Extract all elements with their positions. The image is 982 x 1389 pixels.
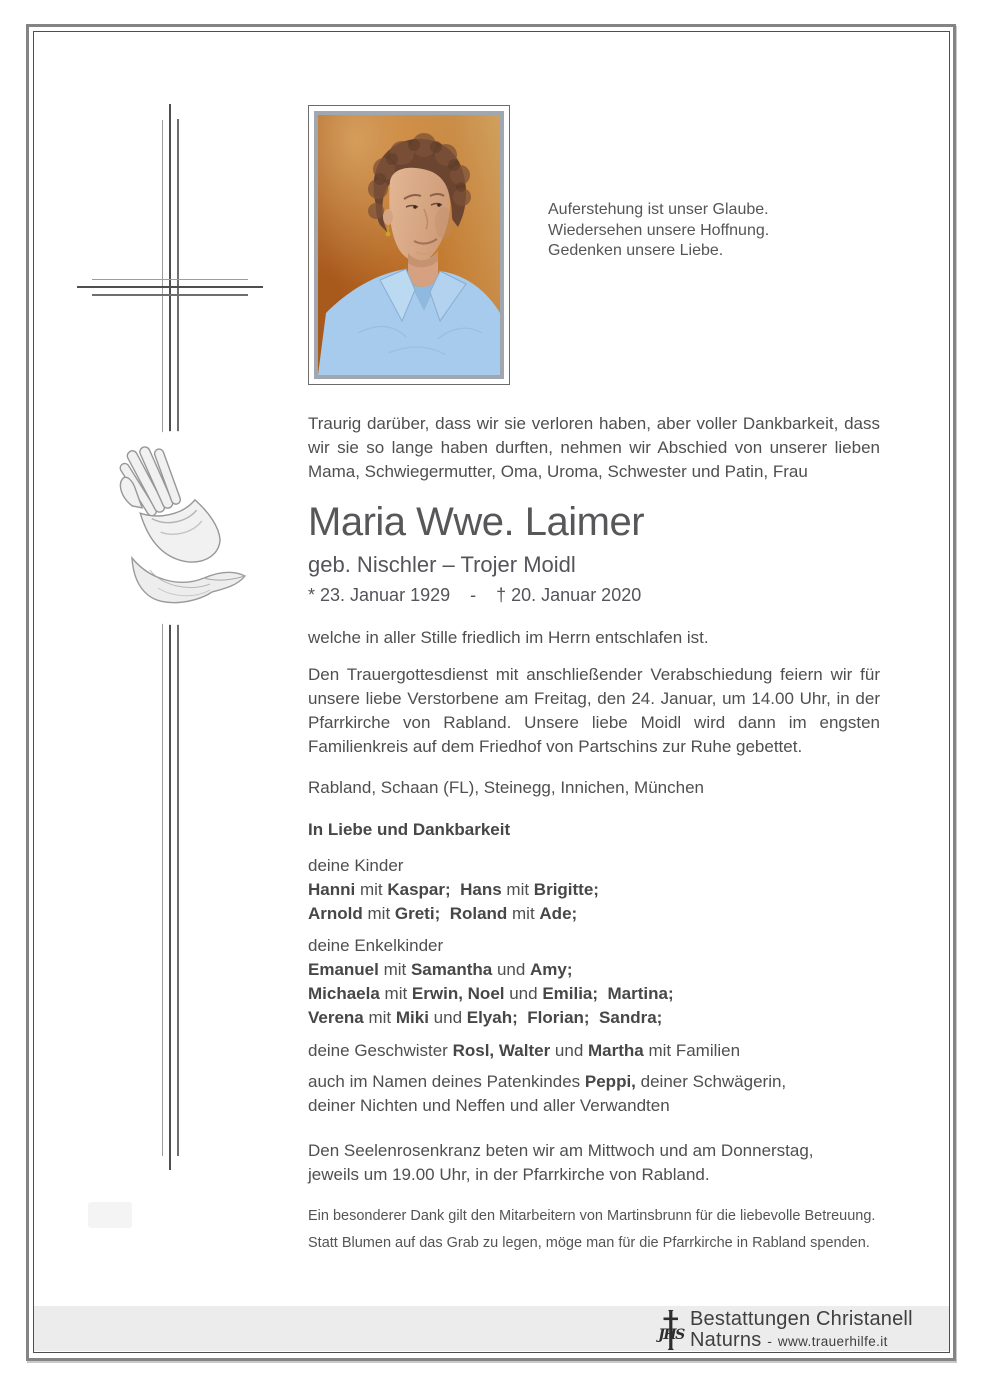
funeral-home-url: www.trauerhilfe.it <box>777 1334 888 1349</box>
rosary-section <box>308 1139 880 1187</box>
jhs-monogram: JHS <box>658 1327 684 1343</box>
funeral-home-banner <box>34 1306 949 1351</box>
godchild-section <box>308 1070 880 1118</box>
verse-line: Gedenken unsere Liebe. <box>548 242 724 259</box>
grandchildren-line: Verena mit Miki und Elyah; Florian; Sandra; <box>308 1008 663 1027</box>
verse-line: Wiedersehen unsere Hoffnung. <box>548 221 770 239</box>
portrait-photo <box>308 105 510 385</box>
grandchildren-label: deine Enkelkinder <box>308 936 444 955</box>
scan-artifact <box>88 1202 132 1228</box>
portrait-photo-image <box>318 115 500 375</box>
children-line: Hanni mit Kaspar; Hans mit Brigitte; <box>308 880 599 899</box>
grandchildren-line: Emanuel mit Samantha und Amy; <box>308 960 573 979</box>
godchild-line: auch im Namen deines Patenkindes Peppi, deiner Schwägerin, <box>308 1072 787 1091</box>
passing-line: welche in aller Stille friedlich im Herrn entschlafen ist. <box>308 628 709 647</box>
intro-paragraph: Traurig darüber, dass wir sie verloren haben, aber voller Dankbarkeit, dass wir sie so lange haben durften, nehmen wir Abschied von unserer lieben Mama, Schwiegermutter, Oma, Uroma, Schwester und Patin, Frau <box>308 414 880 481</box>
grandchildren-section <box>308 934 880 1030</box>
verse-line: Auferstehung ist unser Glaube. <box>548 201 769 218</box>
funeral-home-name: Bestattungen Christanell <box>690 1308 913 1330</box>
portrait-photo-mat <box>314 111 504 379</box>
cross-horizontal-line-bottom <box>92 294 248 296</box>
thanks-line: Ein besonderer Dank gilt den Mitarbeitern von Martinsbrunn für die liebevolle Betreuung. <box>308 1208 876 1224</box>
cross-vertical-line-center <box>169 104 171 1170</box>
jhs-cross-logo <box>655 1309 687 1351</box>
cross-horizontal-line-top <box>92 279 248 280</box>
children-section <box>308 854 880 926</box>
rosary-line: jeweils um 19.00 Uhr, in der Pfarrkirche von Rabland. <box>308 1165 710 1184</box>
thanks-section <box>308 1203 880 1257</box>
grandchildren-line: Michaela mit Erwin, Noel und Emilia; Martina; <box>308 984 674 1003</box>
places-line: Rabland, Schaan (FL), Steinegg, Innichen, München <box>308 778 704 797</box>
children-line: Arnold mit Greti; Roland mit Ade; <box>308 904 578 923</box>
donation-line: Statt Blumen auf das Grab zu legen, möge man für die Pfarrkirche in Rabland spenden. <box>308 1235 870 1251</box>
cross-horizontal-line-middle <box>77 286 263 288</box>
life-dates: * 23. Januar 1929 - † 20. Januar 2020 <box>308 585 642 605</box>
obituary-text-column <box>308 412 880 1257</box>
siblings-line: deine Geschwister Rosl, Walter und Martha mit Familien <box>308 1041 741 1060</box>
deceased-name: Maria Wwe. Laimer <box>308 500 645 544</box>
footer-separator: - <box>767 1333 773 1349</box>
service-paragraph: Den Trauergottesdienst mit anschließender Verabschiedung feiern wir für unsere liebe Verstorbene am Freitag, den 24. Januar, um 14.00 Uhr, in der Pfarrkirche von Rabland. Unsere liebe Moidl wird dann im engsten Familienkreis auf dem Friedhof von Partschins zur Ruhe gebettet. <box>308 665 880 756</box>
maiden-name: geb. Nischler – Trojer Moidl <box>308 552 576 577</box>
funeral-home-town-url <box>690 1330 913 1352</box>
funeral-home-town: Naturns <box>690 1329 762 1351</box>
rosary-line: Den Seelenrosenkranz beten wir am Mittwoch und am Donnerstag, <box>308 1141 814 1160</box>
children-label: deine Kinder <box>308 856 404 875</box>
closing-line: In Liebe und Dankbarkeit <box>308 820 511 839</box>
cross-vertical-line-left <box>162 120 163 1156</box>
relatives-line: deiner Nichten und Neffen und aller Verwandten <box>308 1096 670 1115</box>
epitaph-verse <box>548 200 828 262</box>
funeral-home-text <box>690 1309 913 1352</box>
praying-hands-icon <box>98 430 254 626</box>
cross-vertical-line-right <box>177 119 179 1156</box>
